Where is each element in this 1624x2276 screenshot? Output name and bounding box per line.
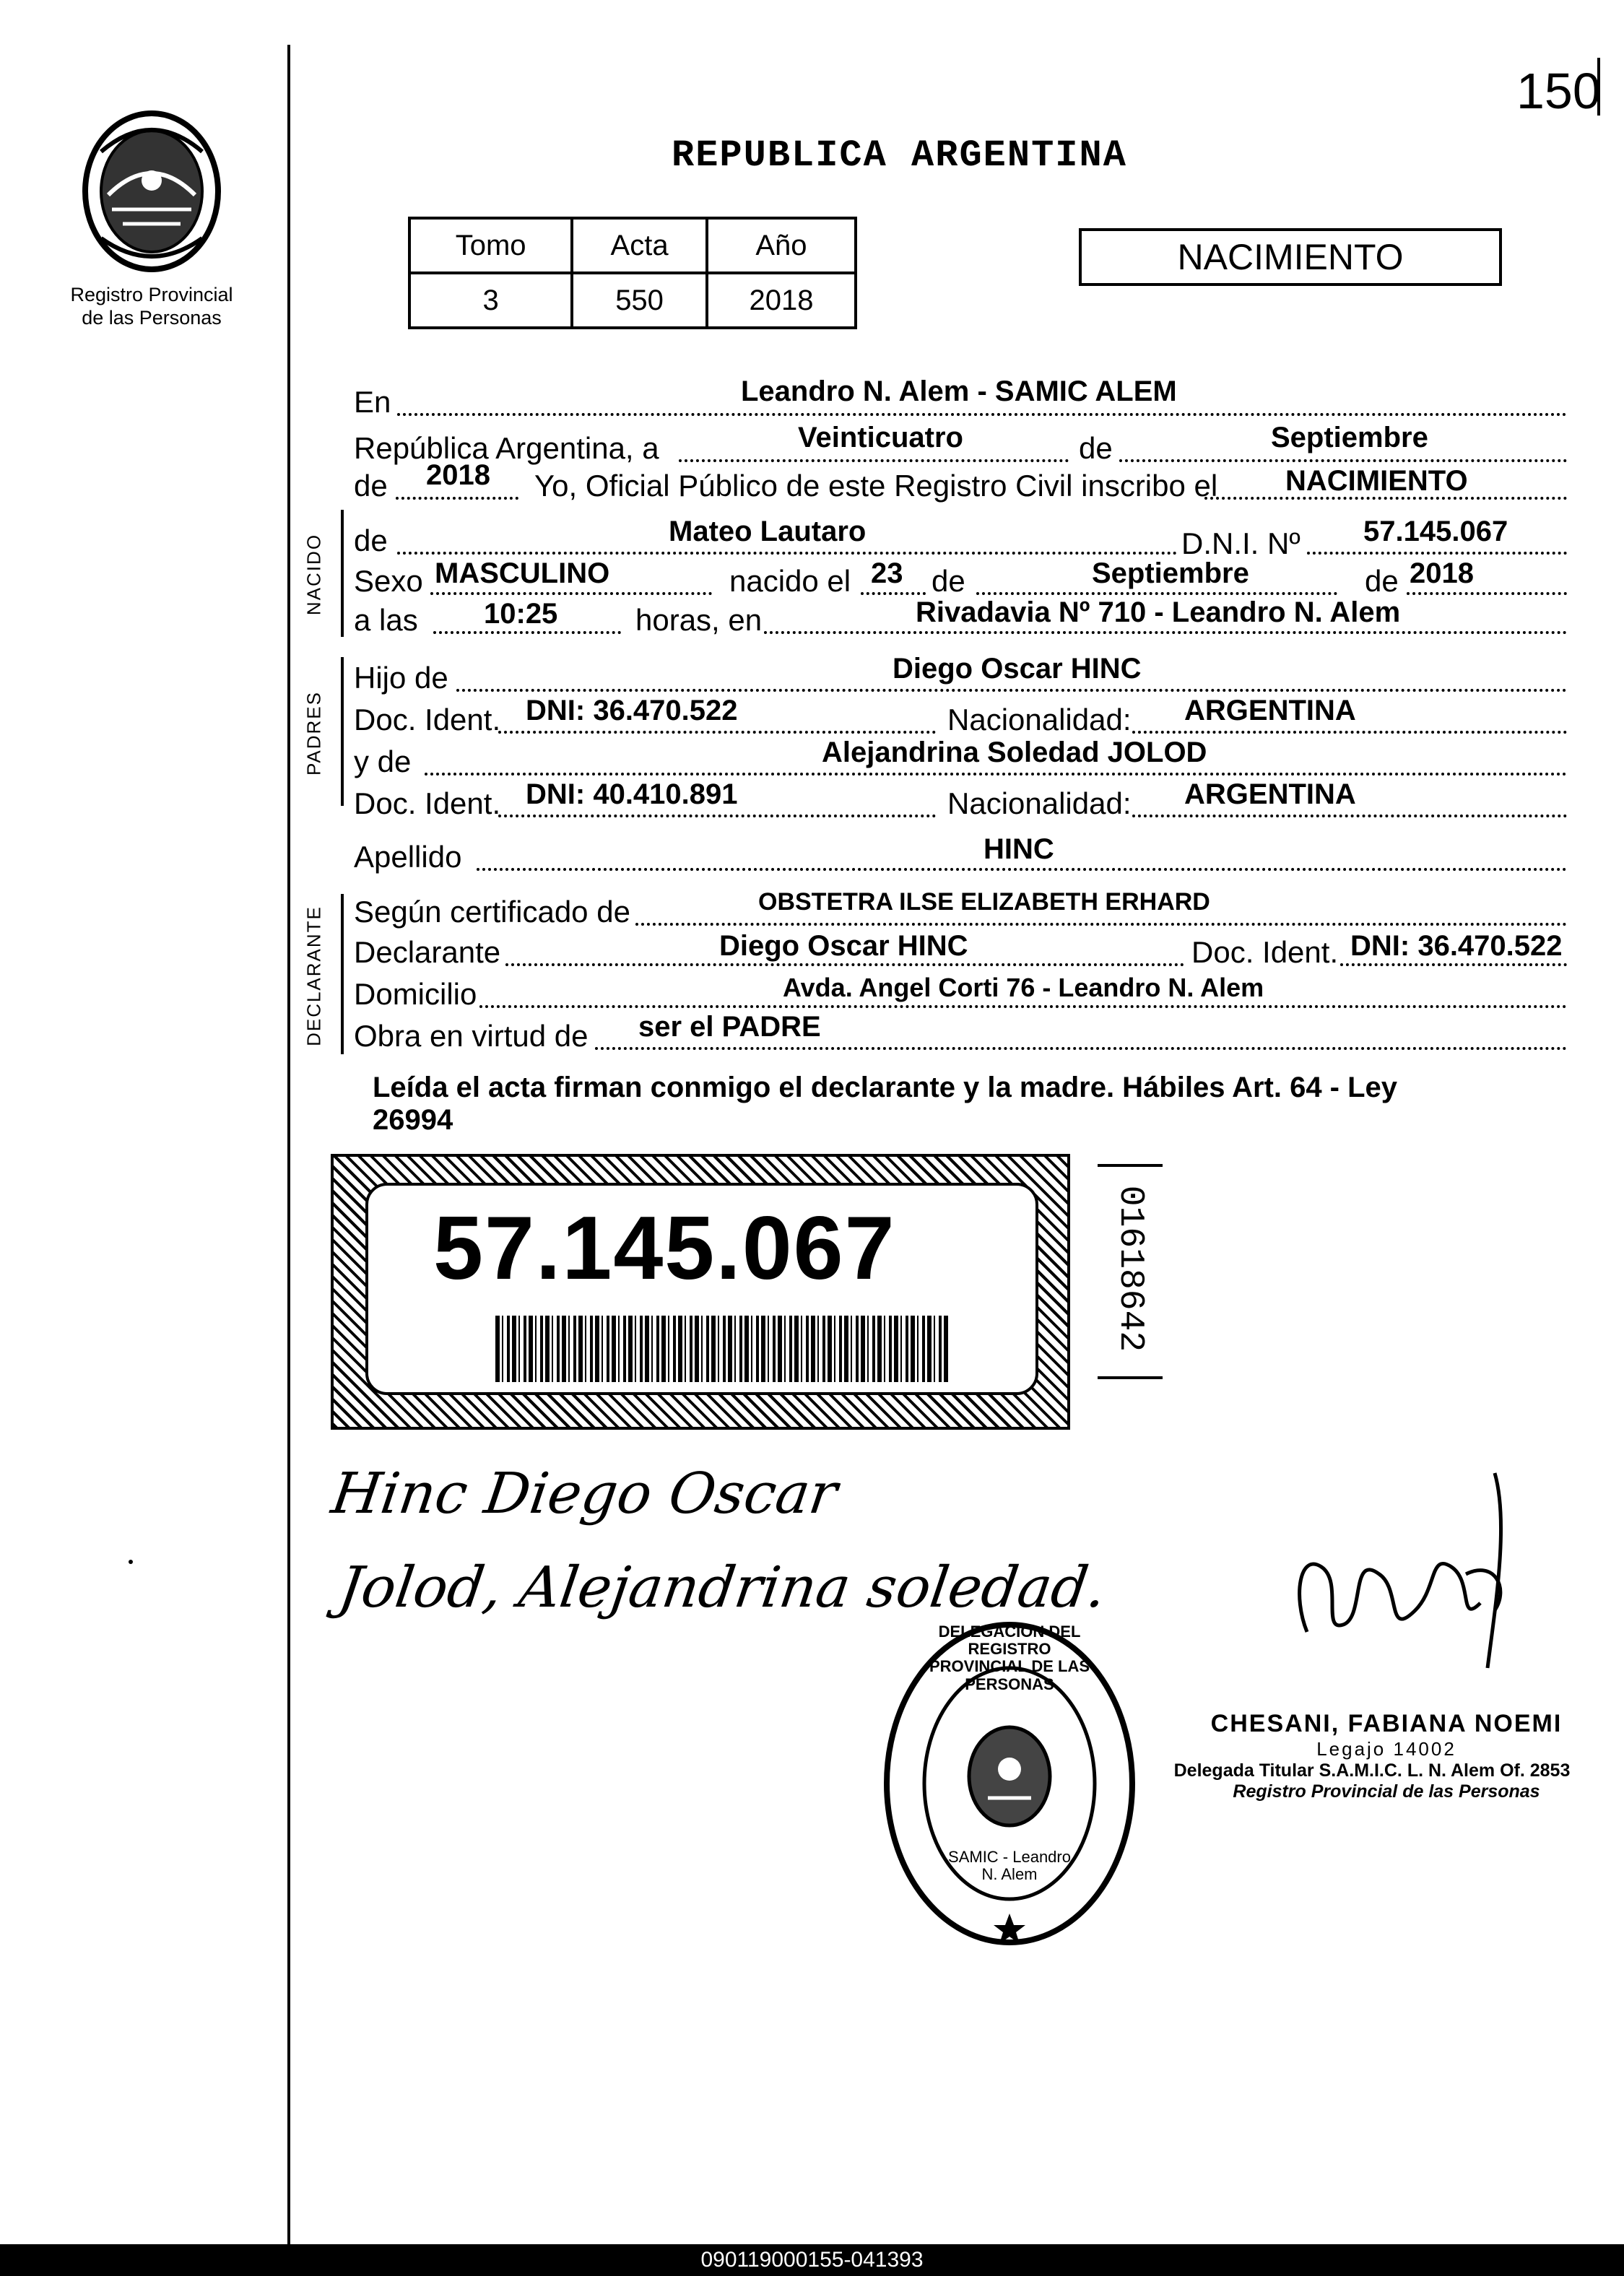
dni-number: 57.145.067 (433, 1199, 896, 1298)
label-obra: Obra en virtud de (354, 1019, 589, 1053)
official-stamp (880, 1617, 1139, 1950)
value-day-words: Veinticuatro (798, 422, 963, 453)
value-mother-nat: ARGENTINA (1184, 778, 1356, 810)
value-month: Septiembre (1271, 422, 1428, 453)
dni-sticker-inner (365, 1183, 1038, 1395)
dots-year (396, 497, 518, 500)
dots-father-doc (498, 731, 936, 734)
value-tomo: 3 (409, 273, 572, 328)
dots-birth-month (976, 592, 1337, 595)
dots-mother-name (425, 773, 1567, 776)
label-declarante: Declarante (354, 935, 501, 969)
dots-declarant (505, 963, 1184, 966)
label-de-name: de (354, 524, 388, 557)
dots-father-nat (1132, 731, 1567, 734)
label-doc-mother: Doc. Ident. (354, 786, 501, 820)
value-birth-year: 2018 (1410, 557, 1474, 589)
value-reason: ser el PADRE (638, 1011, 821, 1043)
value-acta: 550 (572, 273, 707, 328)
label-a-las: a las (354, 603, 418, 637)
label-nacido-el: nacido el (729, 564, 851, 598)
value-declarant: Diego Oscar HINC (719, 930, 968, 962)
label-de-birth-month: de (932, 564, 965, 598)
official-role: Delegada Titular S.A.M.I.C. L. N. Alem Of. 2853 (1173, 1760, 1571, 1781)
dots-certificate (635, 923, 1567, 926)
value-mother-name: Alejandrina Soledad JOLOD (822, 737, 1207, 768)
dots-declarant-doc (1340, 963, 1567, 966)
label-de-birth-year: de (1365, 564, 1399, 598)
label-republica: República Argentina, a (354, 431, 659, 465)
official-signature (1278, 1466, 1538, 1682)
dots-birth-place (764, 631, 1567, 634)
dots-child-dni (1307, 552, 1567, 555)
label-dni: D.N.I. Nº (1181, 526, 1300, 560)
page-number: 150 (1516, 63, 1601, 119)
label-nat-father: Nacionalidad: (947, 703, 1132, 737)
official-name: CHESANI, FABIANA NOEMI (1210, 1710, 1563, 1737)
dots-surname (477, 868, 1567, 871)
label-doc-father: Doc. Ident. (354, 703, 501, 737)
value-father-name: Diego Oscar HINC (893, 653, 1142, 685)
label-hijo-de: Hijo de (354, 661, 448, 695)
registry-line1: Registro Provincial (70, 284, 233, 305)
margin-mark (129, 1560, 133, 1564)
section-label-nacido: NACIDO (303, 533, 325, 616)
value-address: Avda. Angel Corti 76 - Leandro N. Alem (783, 973, 1264, 1002)
label-sexo: Sexo (354, 564, 423, 598)
dots-sex (430, 592, 712, 595)
section-bar-declarante (341, 894, 344, 1054)
footer-code: 090119000155-041393 (700, 2248, 924, 2272)
margin-rule (287, 45, 290, 2247)
province-logo (79, 108, 224, 274)
section-bar-padres (341, 657, 344, 806)
value-act: NACIMIENTO (1285, 465, 1468, 497)
label-de-year: de (354, 469, 388, 503)
dots-birth-year (1407, 592, 1567, 595)
closing-note (373, 1072, 1397, 1137)
stamp-inner-text: SAMIC - Leandro N. Alem (948, 1848, 1071, 1884)
footer-bar (0, 2244, 1624, 2276)
value-certificate: OBSTETRA ILSE ELIZABETH ERHARD (758, 888, 1210, 916)
dots-mother-doc (498, 815, 936, 817)
value-birth-time: 10:25 (484, 598, 558, 630)
reference-table (408, 217, 857, 329)
dots-reason (595, 1047, 1567, 1050)
dots-child-name (397, 552, 1177, 555)
value-surname: HINC (983, 833, 1054, 865)
value-child-name: Mateo Lautaro (669, 516, 867, 547)
label-nat-mother: Nacionalidad: (947, 786, 1132, 820)
handwritten-mother-signature: Jolod, Alejandrina soledad. (334, 1555, 1111, 1620)
dots-act (1204, 497, 1567, 500)
label-doc-declarant: Doc. Ident. (1191, 935, 1339, 969)
value-father-doc: DNI: 36.470.522 (526, 695, 738, 726)
value-year: 2018 (426, 459, 490, 491)
official-registry: Registro Provincial de las Personas (1233, 1781, 1540, 1802)
registry-name (43, 283, 260, 330)
dots-month (1119, 459, 1567, 462)
act-type-box (1079, 228, 1502, 286)
dots-address (479, 1005, 1567, 1008)
header-ano: Año (707, 218, 856, 273)
value-birth-day: 23 (871, 557, 903, 589)
closing-note-line1: Leída el acta firman conmigo el declarante y la madre. Hábiles Art. 64 - Ley (373, 1072, 1398, 1103)
value-place: Leandro N. Alem - SAMIC ALEM (741, 375, 1177, 407)
label-segun: Según certificado de (354, 895, 630, 929)
value-birth-month: Septiembre (1092, 557, 1249, 589)
value-father-nat: ARGENTINA (1184, 695, 1356, 726)
label-en: En (354, 385, 391, 419)
section-label-padres: PADRES (303, 691, 325, 776)
dots-republica-day (679, 459, 1069, 462)
registry-line2: de las Personas (82, 307, 222, 329)
dni-serial: 01618642 (1111, 1185, 1150, 1352)
section-label-declarante: DECLARANTE (303, 905, 325, 1046)
value-mother-doc: DNI: 40.410.891 (526, 778, 738, 810)
label-horas-en: horas, en (635, 603, 763, 637)
header-tomo: Tomo (409, 218, 572, 273)
value-ano: 2018 (707, 273, 856, 328)
label-de-month: de (1079, 431, 1113, 465)
official-block (1141, 1710, 1603, 1802)
section-bar-nacido (341, 510, 344, 637)
value-declarant-doc: DNI: 36.470.522 (1350, 930, 1563, 962)
value-child-dni: 57.145.067 (1363, 516, 1508, 547)
label-apellido: Apellido (354, 840, 462, 874)
label-domicilio: Domicilio (354, 977, 477, 1011)
header-acta: Acta (572, 218, 707, 273)
dots-birth-time (433, 631, 621, 634)
dots-birth-day (861, 592, 926, 595)
handwritten-father-signature: Hinc Diego Oscar (327, 1461, 841, 1526)
dni-barcode (495, 1316, 949, 1382)
dots-mother-nat (1132, 815, 1567, 817)
value-birth-place: Rivadavia Nº 710 - Leandro N. Alem (916, 596, 1401, 628)
closing-note-line2: 26994 (373, 1103, 453, 1136)
value-sex: MASCULINO (435, 557, 610, 589)
country-title: REPUBLICA ARGENTINA (672, 134, 1127, 177)
label-yo: Yo, Oficial Público de este Registro Civil inscribo el (534, 469, 1218, 503)
label-y-de: y de (354, 744, 412, 778)
stamp-ring-text: DELEGACION DEL REGISTRO PROVINCIAL DE LAS PERSONAS (929, 1623, 1090, 1693)
dni-sticker (331, 1154, 1070, 1430)
dots-en (397, 413, 1567, 416)
act-type-label: NACIMIENTO (1177, 237, 1404, 277)
dots-father-name (456, 689, 1567, 692)
official-legajo: Legajo 14002 (1316, 1738, 1456, 1760)
